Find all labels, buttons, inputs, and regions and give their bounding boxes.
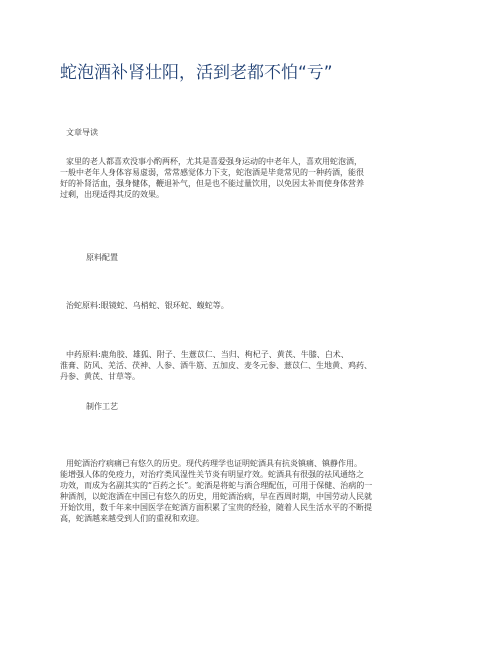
text-line: 一般中老年人身体容易虚弱，常常感觉体力下支，蛇泡酒是毕竟常见的一种药酒，能很 (60, 168, 364, 177)
document-title: 蛇泡酒补肾壮阳，活到老都不怕“亏” (60, 63, 333, 83)
text-line: 高，蛇酒越来越受到人们的重视和欢迎。 (60, 514, 204, 523)
text-line: 家里的老人都喜欢没事小酌两杯，尤其是喜爱强身运动的中老年人，喜欢用蛇泡酒， (66, 157, 362, 166)
text-line: 丹参、黄芪、甘草等。 (60, 372, 140, 381)
section-heading-process: 制作工艺 (86, 402, 118, 411)
text-line: 种酒剂，以蛇泡酒在中国已有悠久的历史，用蛇酒治病，早在西周时期，中国劳动人民就 (60, 492, 372, 501)
process-paragraph (60, 458, 372, 524)
text-line: 用蛇酒治疗病痛已有悠久的历史。现代药理学也证明蛇酒具有抗炎镇痛、镇静作用。 (66, 459, 362, 468)
text-line: 淮膏、防风、羌活、茯神、人参、酒牛筋、五加皮、麦冬元参、薏苡仁、生地黄、鸡药、 (60, 361, 372, 370)
text-line: 治蛇原料:眼镜蛇、乌梢蛇、银环蛇、蝮蛇等。 (66, 301, 229, 310)
text-line: 好的补肾活血，强身健体，鞭退补气，但是也不能过量饮用，以免因太补而使身体营养 (60, 179, 364, 188)
snake-ingredients-paragraph (66, 300, 229, 311)
text-line: 功效，而成为名副其实的“百药之长”。蛇酒是将蛇与酒合理配伍，可用于保健、治病的一 (60, 481, 373, 490)
section-heading-ingredients: 原料配置 (86, 253, 118, 262)
section-heading-intro: 文章导读 (66, 128, 98, 137)
text-line: 能增强人体的免疫力，对治疗类风湿性关节炎有明显疗效。蛇酒具有很强的祛风通络之 (60, 470, 364, 479)
intro-paragraph (60, 156, 364, 200)
text-line: 过剩，出现适得其反的效果。 (60, 190, 164, 199)
herbal-ingredients-paragraph (60, 349, 372, 382)
text-line: 中药原料:鹿角胶、雄狐、附子、生薏苡仁、当归、枸杞子、黄芪、牛膝、白术、 (66, 350, 349, 359)
text-line: 开始饮用，数千年来中国医学在蛇酒方面积累了宝贵的经验，随着人民生活水平的不断提 (60, 503, 372, 512)
